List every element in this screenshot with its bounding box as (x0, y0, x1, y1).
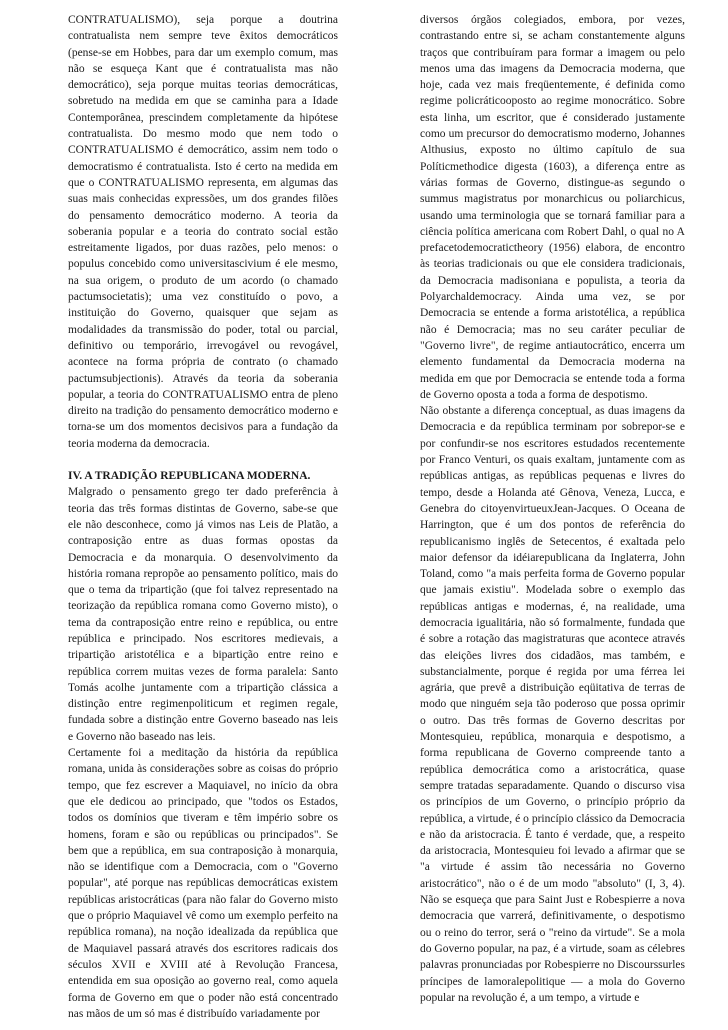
paragraph: diversos órgãos colegiados, embora, por vezes, contrastando entre si, se acham constantemente alguns traços que contribuíram para formar a imagem ou pelo menos uma das imagens da Democracia moderna, que hoje, cada vez mais freqüentemente, é definida como regime policráticooposto ao regime monocrático. Sobre esta linha, um escritor, que é considerado justamente como um precursor do democratismo moderno, Johannes Althusius, exposto no último capítulo de sua Políticmethodice digesta (1603), a diferença entre as várias formas de Governo, distingue-as segundo o summus magistratus por monarchicus ou poliarchicus, usando uma terminologia que se tornará familiar para a ciência política americana com Robert Dahl, o qual no A prefacetodemocratictheory (1956) elabora, de encontro às teorias tradicionais ou que ele considera tradicionais, da Democracia madisoniana e populista, a teoria da Polyarchaldemocracy. Ainda uma vez, se por Democracia se entende a forma aristotélica, a república não é Democracia; mas no seu caráter peculiar de "Governo livre", de regime antiautocrático, encerra um elemento fundamental da Democracia moderna na medida em que por Democracia se entende toda a forma de Governo oposta a toda a forma de despotismo. (420, 14, 685, 401)
paragraph: CONTRATUALISMO), seja porque a doutrina contratualista nem sempre teve êxitos democráticos (pense-se em Hobbes, para dar um exemplo comum, mas não se esqueça Kant que é contratualista mas não democrático), seja porque muitas teorias democráticas, sobretudo na medida em que se caminha para a Idade Contemporânea, prescindem completamente da hipótese contratualista. Do mesmo modo que nem todo o CONTRATUALISMO é democrático, assim nem todo o democratismo é contratualista. Isto é certo na medida em que o CONTRATUALISMO representa, em algumas das suas mais conhecidas expressões, um dos grandes filões do pensamento democrático moderno. A teoria da soberania popular e a teoria do contrato social estão estreitamente ligados, por duas razões, pelo menos: o populus concebido como universitascivium é ele mesmo, na sua origem, o produto de um acordo (o chamado pactumsocietatis); uma vez constituído o povo, a instituição do Governo, quaisquer que sejam as modalidades da transmissão do poder, total ou parcial, definitivo ou temporário, irrevogável ou revogável, acontece na forma própria de contrato (o chamado pactumsubjectionis). Através da teoria da soberania popular, a teoria do CONTRATUALISMO entra de pleno direito na tradição do pensamento democrático moderno e torna-se um dos momentos decisivos para a fundação da teoria moderna da democracia. (68, 14, 338, 450)
paragraph: Não obstante a diferença conceptual, as duas imagens da Democracia e da república terminam por sobrepor-se e por confundir-se nos escritores estudados recentemente por Franco Venturi, os quais exaltam, juntamente com as repúblicas antigas, as repúblicas pequenas e livres do tempo, desde a Holanda até Gênova, Veneza, Lucca, e Genebra do citoyenvirtueuxJean-Jacques. O Oceana de Harrington, que é um dos pontos de referência do republicanismo inglês de Setecentos, é exaltada pelo maior defensor da idéiarepublicana da Inglaterra, John Toland, como "a mais perfeita forma de Governo popular que jamais existiu". Modelada sobre o exemplo das repúblicas antigas e modernas, é, na realidade, uma democracia igualitária, não só formalmente, fundada que é sobre a rotação das magistraturas que acontece através das eleições livres dos cidadãos, mas também, e substancialmente, porque é regida por uma férrea lei agrária, que prevê a distribuição eqüitativa de terras de modo que ninguém seja tão poderoso que possa oprimir o outro. Das três formas de Governo descritas por Montesquieu, república, monarquia e despotismo, a forma republicana de Governo compreende tanto a república democrática como a aristocrática, quase sempre tratadas separadamente. Quando o discurso visa os princípios de um Governo, o princípio próprio da república, a virtude, é o princípio clássico da Democracia e não da aristocracia. É tanto é verdade, que, a respeito da aristocracia, Montesquieu foi levado a afirmar que se "a virtude é assim tão necessária no Governo aristocrático", não o é de um modo "absoluto" (I, 3, 4). Não se esqueça que para Saint Just e Robespierre a nova democracia que varrerá, definitivamente, o despotismo ou o reino do terror, será o "reino da virtude". Se a mola do Governo popular, na paz, é a virtude, soam as célebres palavras pronunciadas por Robespierre no Discourssurles príncipes de lamoralepolitique — a mola do Governo popular na revolução é, a um tempo, a virtude e (420, 405, 685, 1004)
left-column (68, 12, 338, 1022)
right-column (420, 12, 685, 1006)
section-heading: IV. A TRADIÇÃO REPUBLICANA MODERNA. (68, 470, 311, 483)
paragraph: Malgrado o pensamento grego ter dado preferência à teoria das três formas distintas de Governo, sabe-se que ele não desconhece, como já vimos nas Leis de Platão, a contraposição entre as duas formas opostas da Democracia e da monarquia. O desenvolvimento da história romana repropõe ao pensamento político, mais do que o tema da tripartição (que foi talvez representado na teorização da república romana como Governo misto), o tema da contraposição entre reino e república, ou entre república e principado. Nos escritores medievais, a tripartição aristotélica e a bipartição entre reino e república correm muitas vezes de forma paralela: Santo Tomás acolhe juntamente com a tripartição clássica a distinção entre regimenpoliticum et regimen regale, fundada sobre a distinção entre Governo baseado nas leis e Governo não baseado nas leis. (68, 486, 338, 743)
paragraph: Certamente foi a meditação da história da república romana, unida às considerações sobre as coisas do próprio tempo, que fez escrever a Maquiavel, no início da obra que ele dedicou ao principado, que "todos os Estados, todos os domínios que tiveram e têm império sobre os homens, foram e são ou repúblicas ou principados". Se bem que a república, em sua contraposição à monarquia, não se identifique com a Democracia, com o "Governo popular", até porque nas repúblicas democráticas existem repúblicas aristocráticas (para não falar do Governo misto que o próprio Maquiavel vê como um exemplo perfeito na república romana), na noção idealizada da república que de Maquiavel passará através dos escritores radicais dos séculos XVII e XVIII até à Revolução Francesa, entendida em sua oposição ao governo real, como aquela forma de Governo em que o poder não está concentrado nas mãos de um só mas é distribuído variadamente por (68, 747, 338, 1020)
